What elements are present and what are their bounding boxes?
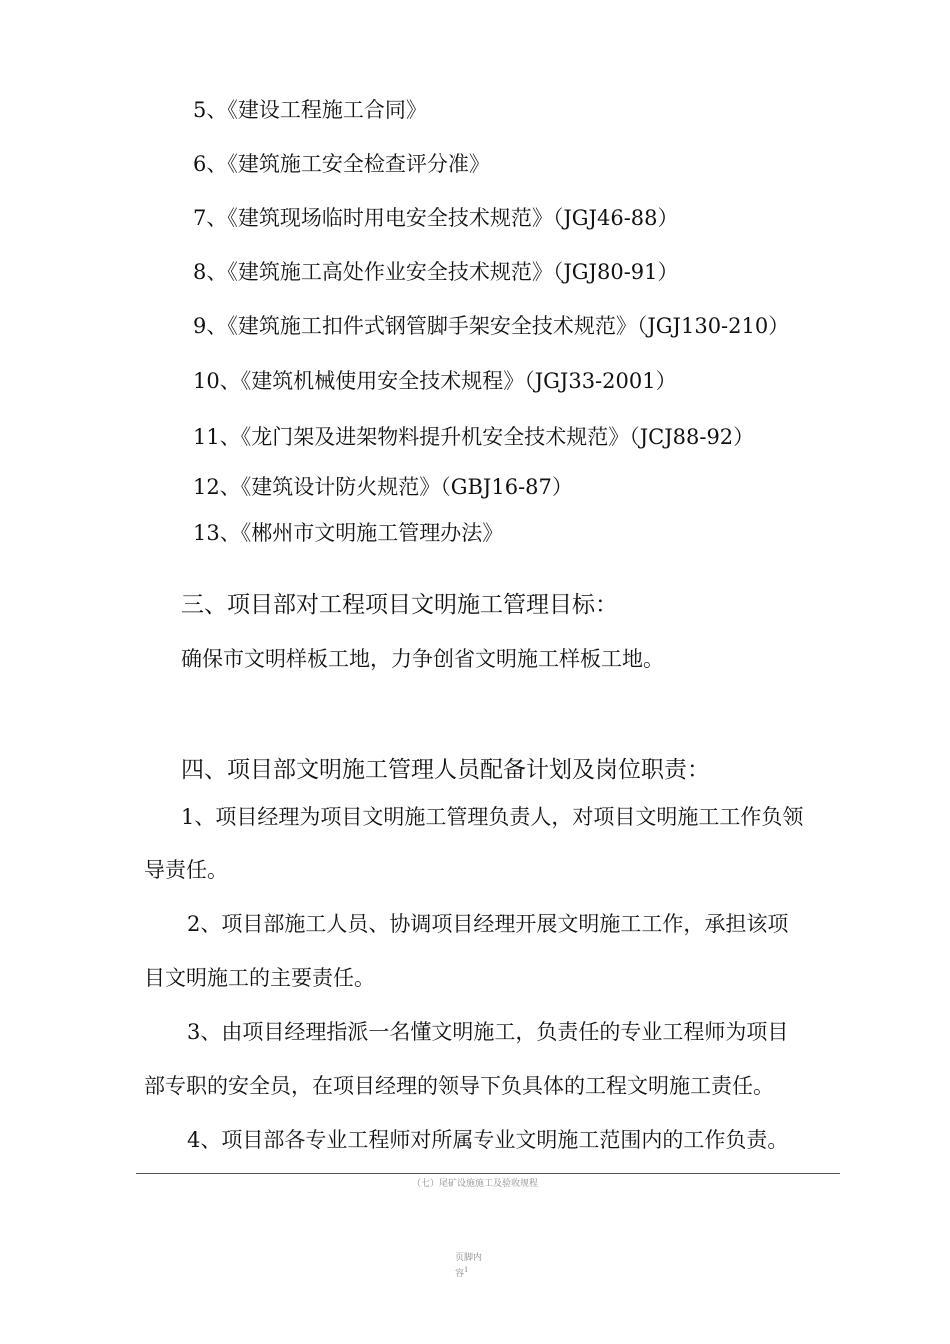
footer-page-number: 1: [464, 1266, 469, 1274]
duty-item-1-line1: 1、项目经理为项目文明施工管理负责人，对项目文明施工工作负领: [181, 805, 804, 829]
reference-item-5: 5、《建设工程施工合同》: [193, 98, 427, 122]
footer-divider: [136, 1173, 840, 1174]
duty-item-3-line1: 3、由项目经理指派一名懂文明施工，负责任的专业工程师为项目: [187, 1020, 789, 1044]
section3-body: 确保市文明样板工地，力争创省文明施工样板工地。: [181, 647, 664, 671]
reference-item-8: 8、《建筑施工高处作业安全技术规范》（JGJ80-91）: [193, 260, 679, 284]
footer-title: （七）尾矿设施施工及验收规程: [411, 1179, 538, 1189]
section3-heading: 三、项目部对工程项目文明施工管理目标：: [181, 592, 618, 618]
duty-item-2-line1: 2、项目部施工人员、协调项目经理开展文明施工工作，承担该项: [187, 912, 789, 936]
duty-item-3-line2: 部专职的安全员，在项目经理的领导下负具体的工程文明施工责任。: [144, 1074, 774, 1098]
reference-item-7: 7、《建筑现场临时用电安全技术规范》（JGJ46-88）: [193, 206, 679, 230]
page-number-block: [455, 1252, 485, 1280]
reference-item-6: 6、《建筑施工安全检查评分准》: [193, 152, 490, 176]
reference-item-9: 9、《建筑施工扣件式钢管脚手架安全技术规范》（JGJ130-210）: [193, 314, 790, 338]
reference-item-12: 12、《建筑设计防火规范》（GBJ16-87）: [193, 475, 573, 499]
duty-item-2-line2: 目文明施工的主要责任。: [144, 966, 375, 990]
footer-page-label: 页脚内容: [455, 1253, 483, 1279]
reference-item-10: 10、《建筑机械使用安全技术规程》（JGJ33-2001）: [193, 369, 677, 393]
reference-item-11: 11、《龙门架及进架物料提升机安全技术规范》（JCJ88-92）: [193, 425, 755, 449]
duty-item-4: 4、项目部各专业工程师对所属专业文明施工范围内的工作负责。: [187, 1128, 789, 1152]
reference-item-13: 13、《郴州市文明施工管理办法》: [193, 521, 504, 545]
section4-heading: 四、项目部文明施工管理人员配备计划及岗位职责：: [181, 757, 710, 783]
duty-item-1-line2: 导责任。: [144, 858, 228, 882]
